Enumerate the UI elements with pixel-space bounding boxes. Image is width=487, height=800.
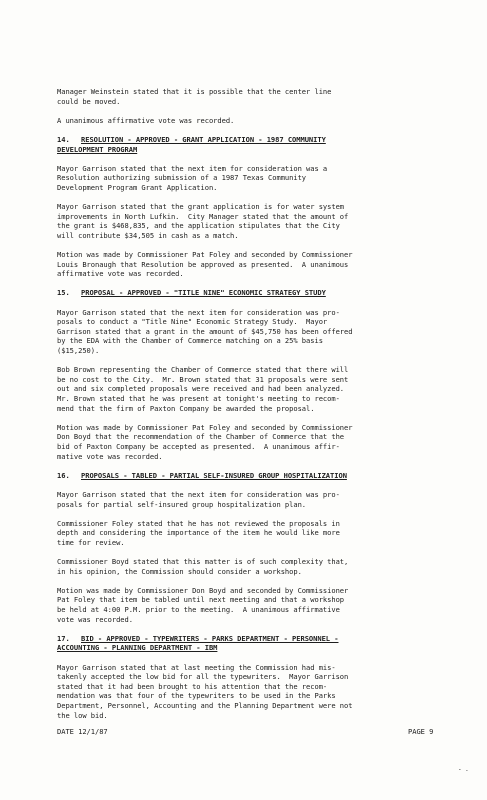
section-heading bbox=[57, 634, 457, 653]
section-paragraph: Motion was made by Commissioner Pat Foley and seconded by Commissioner Louis Bronaugh that Resolution be approved as presented. A unanimous affirmative vote was recorded. bbox=[57, 250, 353, 279]
section-paragraph: Mayor Garrison stated that the grant application is for water system improvements in North Lufkin. City Manager stated that the amount of the grant is $468,835, and the application stipulates that the City will contribute $34,505 in cash as a match. bbox=[57, 202, 349, 240]
section-number: 14. bbox=[57, 134, 70, 144]
section-paragraph: Mayor Garrison stated that the next item for consideration was pro- posals for partial self-insured group hospitalization plan. bbox=[57, 489, 340, 509]
section-paragraph: Motion was made by Commissioner Don Boyd and seconded by Commissioner Pat Foley that item be tabled until next meeting and that a workshop be held at 4:00 P.M. prior to the meeting. A unanimous affirmative vote was recorded. bbox=[57, 585, 349, 624]
section-title: BID - APPROVED - TYPEWRITERS - PARKS DEPARTMENT - PERSONNEL - ACCOUNTING - PLANNING DEPARTMENT - IBM bbox=[57, 633, 339, 653]
section-number: 16. bbox=[57, 470, 70, 480]
section-paragraph: Mayor Garrison stated that the next item for consideration was pro- posals to conduct a "Title Nine" Economic Strategy Study. Mayor Garrison stated that a grant in the amount of $45,750 has been offered by the EDA with the Chamber of Commerce matching on a 25% basis ($15,250). bbox=[57, 307, 353, 356]
section-paragraph: Mayor Garrison stated that the next item for consideration was a Resolution authorizing submission of a 1987 Texas Community Development Program Grant Application. bbox=[57, 163, 328, 192]
section-heading bbox=[57, 135, 457, 154]
section-title: PROPOSALS - TABLED - PARTIAL SELF-INSURED GROUP HOSPITALIZATION bbox=[81, 470, 347, 480]
section-heading bbox=[57, 288, 457, 298]
section-paragraph: Motion was made by Commissioner Pat Foley and seconded by Commissioner Don Boyd that the recommendation of the Chamber of Commerce that the bid of Paxton Company be accepted as presented. A unanimous affir- mative vote was recorded. bbox=[57, 422, 353, 461]
section-paragraph: Commissioner Foley stated that he has not reviewed the proposals in depth and considering the importance of the item he would like more time for review. bbox=[57, 518, 340, 547]
section-paragraph: Bob Brown representing the Chamber of Commerce stated that there will be no cost to the City. Mr. Brown stated that 31 proposals were sent out and six completed proposals were received and had been analyzed. Mr. Brown stated that he was present at tonight's meeting to recom- mend that the firm of Paxton Company be awarded the proposal. bbox=[57, 365, 349, 413]
page-number: PAGE 9 bbox=[408, 727, 434, 736]
corner-mark: - . bbox=[458, 766, 469, 773]
section-14 bbox=[57, 135, 457, 279]
footer-date: DATE 12/1/87 bbox=[57, 727, 108, 736]
section-number: 15. bbox=[57, 288, 70, 298]
section-heading bbox=[57, 471, 457, 481]
section-title: PROPOSAL - APPROVED - "TITLE NINE" ECONOMIC STRATEGY STUDY bbox=[81, 288, 326, 298]
section-paragraph: Mayor Garrison stated that at last meeting the Commission had mis- takenly accepted the low bid for all the typewriters. Mayor Garrison stated that it had been brought to his attention that the recom- mendation was that four of the typewriters to be used in the Parks Department, Personnel, Accounting and the Planning Department were not the low bid. bbox=[57, 662, 353, 720]
section-15 bbox=[57, 288, 457, 461]
intro-paragraph: Manager Weinstein stated that it is possible that the center line could be moved. bbox=[57, 87, 332, 106]
section-16 bbox=[57, 471, 457, 625]
document-body bbox=[57, 87, 457, 730]
section-17 bbox=[57, 634, 457, 720]
section-title: RESOLUTION - APPROVED - GRANT APPLICATION - 1987 COMMUNITY DEVELOPMENT PROGRAM bbox=[57, 134, 326, 154]
section-number: 17. bbox=[57, 633, 70, 643]
section-paragraph: Commissioner Boyd stated that this matter is of such complexity that, in his opinion, the Commission should consider a workshop. bbox=[57, 557, 349, 576]
intro-vote-paragraph: A unanimous affirmative vote was recorded. bbox=[57, 115, 235, 125]
